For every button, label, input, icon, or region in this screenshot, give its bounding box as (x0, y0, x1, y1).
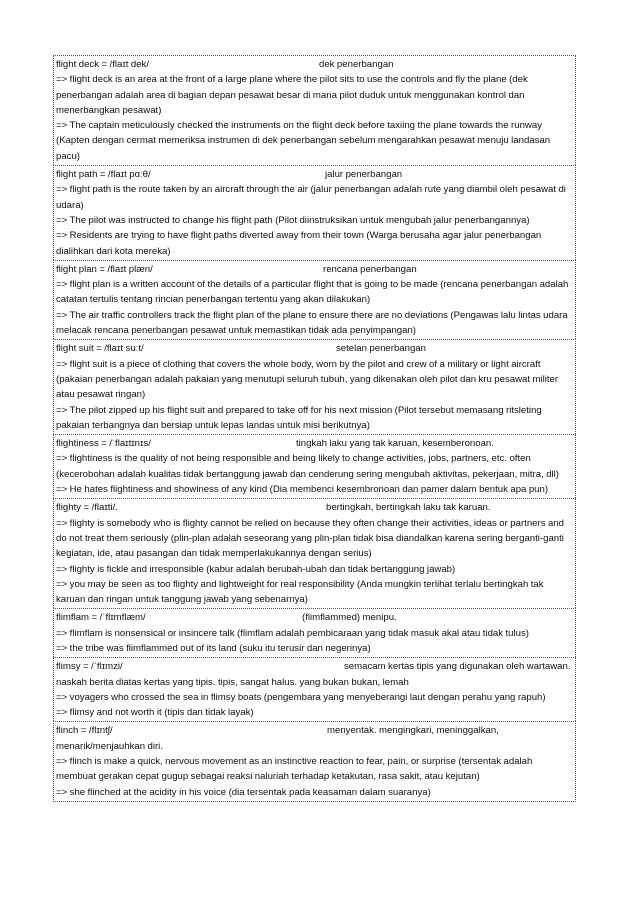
entry-example: => flighty is fickle and irresponsible (kabur adalah berubah-ubah dan tidak bertanggung jawab) (56, 563, 456, 575)
entry-flight-plan (53, 260, 576, 339)
entry-definition: => flight deck is an area at the front of a large plane where the pilot sits to use the controls and fly the plane (dek penerbangan adalah area di bagian depan pesawat besar di mana pilot duduk untuk menggunakan kontrol dan menerbangkan pesawat) (56, 74, 528, 116)
entry-flightiness (53, 434, 576, 498)
glossary-table (53, 55, 576, 802)
entry-definition: => flimflam is nonsensical or insincere talk (flimflam adalah pembicaraan yang tidak masuk akal atau tidak tulus) (56, 627, 529, 639)
entry-definition: => flightiness is the quality of not being responsible and being likely to change activities, jobs, partners, etc. often (kecerobohan adalah kualitas tidak bertanggung jawab dan cenderung sering mengubah aktivitas, pekerjaan, mitra, dll) (56, 453, 559, 480)
entry-term: flimsy = /ˈflɪmzi/ (56, 661, 123, 673)
entry-translation: semacam kertas tipis yang digunakan oleh wartawan. naskah berita diatas kertas yang tipis. tipis, sangat halus. yang bukan bukan, lemah (56, 661, 571, 688)
entry-translation: dek penerbangan (319, 59, 394, 70)
entry-example: => The pilot zipped up his flight suit and prepared to take off for his next mission (Pilot tersebut memasang ritsleting pakaian terbangnya dan bersiap untuk lepas landas untuk misi berikutnya) (56, 404, 542, 431)
entry-definition: => flight plan is a written account of the details of a particular flight that is going to be made (rencana penerbangan adalah catatan tertulis tentang rincian penerbangan tertentu yang akan dilakukan) (56, 279, 569, 306)
entry-definition: => flight path is the route taken by an aircraft through the air (jalur penerbangan adalah rute yang diambil oleh pesawat di udara) (56, 184, 566, 211)
entry-flinch (53, 721, 576, 801)
entry-definition: => flinch is make a quick, nervous movement as an instinctive reaction to fear, pain, or surprise (tersentak adalah membuat gerakan cepat gugup sebagai reaksi naluriah terhadap ketakutan, rasa sakit, atau kejutan) (56, 756, 533, 783)
entry-translation: (flimflammed) menipu. (302, 612, 397, 624)
entry-translation: bertingkah, bertingkah laku tak karuan. (326, 502, 491, 514)
entry-flimsy (53, 657, 576, 721)
entry-translation: jalur penerbangan (325, 169, 403, 181)
entry-translation: tingkah laku yang tak karuan, kesemberonoan. (296, 438, 494, 450)
entry-term: flimflam = /ˈflɪmflæm/ (56, 612, 146, 624)
entry-term: flight plan = /flaɪt plæn/ (56, 263, 153, 275)
entry-term: flinch = /flɪntʃ/ (56, 725, 113, 737)
entry-example: => she flinched at the acidity in his voice (dia tersentak pada keasaman dalam suaranya) (56, 786, 431, 798)
entry-term: flight suit = /flaɪt suːt/ (56, 343, 144, 355)
entry-example: => flimsy and not worth it (tipis dan tidak layak) (56, 707, 254, 719)
entry-term: flightiness = /ˈflaɪtɪnɪs/ (56, 438, 151, 450)
entry-definition: => flighty is somebody who is flighty cannot be relied on because they often change their activities, ideas or partners and do not treat them seriously (plin-plan adalah seseorang yang plin-plan tidak bisa diandalkan karena sering berganti-ganti kegiatan, ide, atau pasangan dan tidak memperlakukannya dengan serius) (56, 517, 564, 560)
entry-flight-suit (53, 339, 576, 434)
entry-example: => The air traffic controllers track the flight plan of the plane to ensure there are no deviations (Pengawas lalu lintas udara melacak rencana penerbangan pesawat untuk memastikan tidak ada penyimpangan) (56, 309, 568, 337)
entry-term: flight deck = /flaɪt dek/ (56, 59, 150, 70)
entry-example: => you may be seen as too flighty and lightweight for real responsibility (Anda mungkin terlihat terlalu bertingkah tak karuan dan ringan untuk tanggung jawab yang sebenarnya) (56, 578, 544, 606)
entry-flimflam (53, 608, 576, 657)
entry-translation: menyentak. mengingkari, meninggalkan, menarik/menjauhkan diri. (56, 725, 499, 752)
entry-term: flighty = /flaɪti/. (56, 502, 118, 514)
entry-example: => the tribe was flimflammed out of its land (suku itu terusir dari negerinya) (56, 642, 371, 654)
entry-flighty (53, 498, 576, 608)
entry-example: => Residents are trying to have flight paths diverted away from their town (Warga berusaha agar jalur penerbangan dialihkan dari kota mereka) (56, 230, 542, 257)
entry-example: => The captain meticulously checked the instruments on the flight deck before taxiing the plane towards the runway (Kapten dengan cermat memeriksa instrumen di dek penerbangan sebelum mengarahkan pesawat menuju landasan pacu) (56, 120, 551, 162)
entry-translation: rencana penerbangan (323, 263, 417, 275)
entry-flight-deck (53, 55, 576, 165)
entry-translation: setelan penerbangan (336, 343, 426, 355)
entry-example: => He hates flightiness and showiness of any kind (Dia membenci kesembronoan dan pamer dalam bentuk apa pun) (56, 484, 549, 496)
entry-example: => voyagers who crossed the sea in flimsy boats (pengembara yang menyeberangi laut dengan perahu yang rapuh) (56, 691, 546, 703)
entry-flight-path (53, 165, 576, 260)
entry-definition: => flight suit is a piece of clothing that covers the whole body, worn by the pilot and crew of a military or light aircraft (pakaian penerbangan adalah pakaian yang menutupi seluruh tubuh, yang dikenakan oleh pilot dan kru pesawat militer atau pesawat ringan) (56, 358, 559, 401)
entry-term: flight path = /flaɪt pɑːθ/ (56, 169, 151, 181)
entry-example: => The pilot was instructed to change his flight path (Pilot diinstruksikan untuk mengubah jalur penerbangannya) (56, 214, 530, 226)
